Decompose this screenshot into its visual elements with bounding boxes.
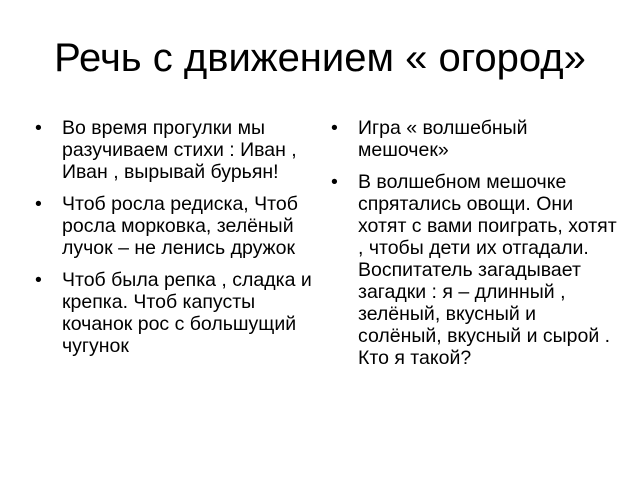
left-bullet-3: • Чтоб была репка , сладка и крепка. Чтоб капусты кочанок рос с большущий чугунок: [32, 269, 318, 357]
right-bullet-2: • В волшебном мешочке спрятались овощи. Они хотят с вами поиграть, хотят , чтобы дети их отгадали. Воспитатель загадывает загадки : я – длинный , зелёный, вкусный и солёный, вкусный и сырой . Кто я такой?: [328, 171, 618, 369]
right-column-list: [328, 117, 618, 379]
left-bullet-1: • Во время прогулки мы разучиваем стихи : Иван , Иван , вырывай бурьян!: [32, 117, 318, 183]
left-column-list: [32, 117, 318, 367]
right-bullet-1: • Игра « волшебный мешочек»: [328, 117, 618, 161]
left-bullet-2: • Чтоб росла редиска, Чтоб росла морковка, зелёный лучок – не ленись дружок: [32, 193, 318, 259]
slide-title: Речь с движением « огород»: [54, 36, 586, 80]
